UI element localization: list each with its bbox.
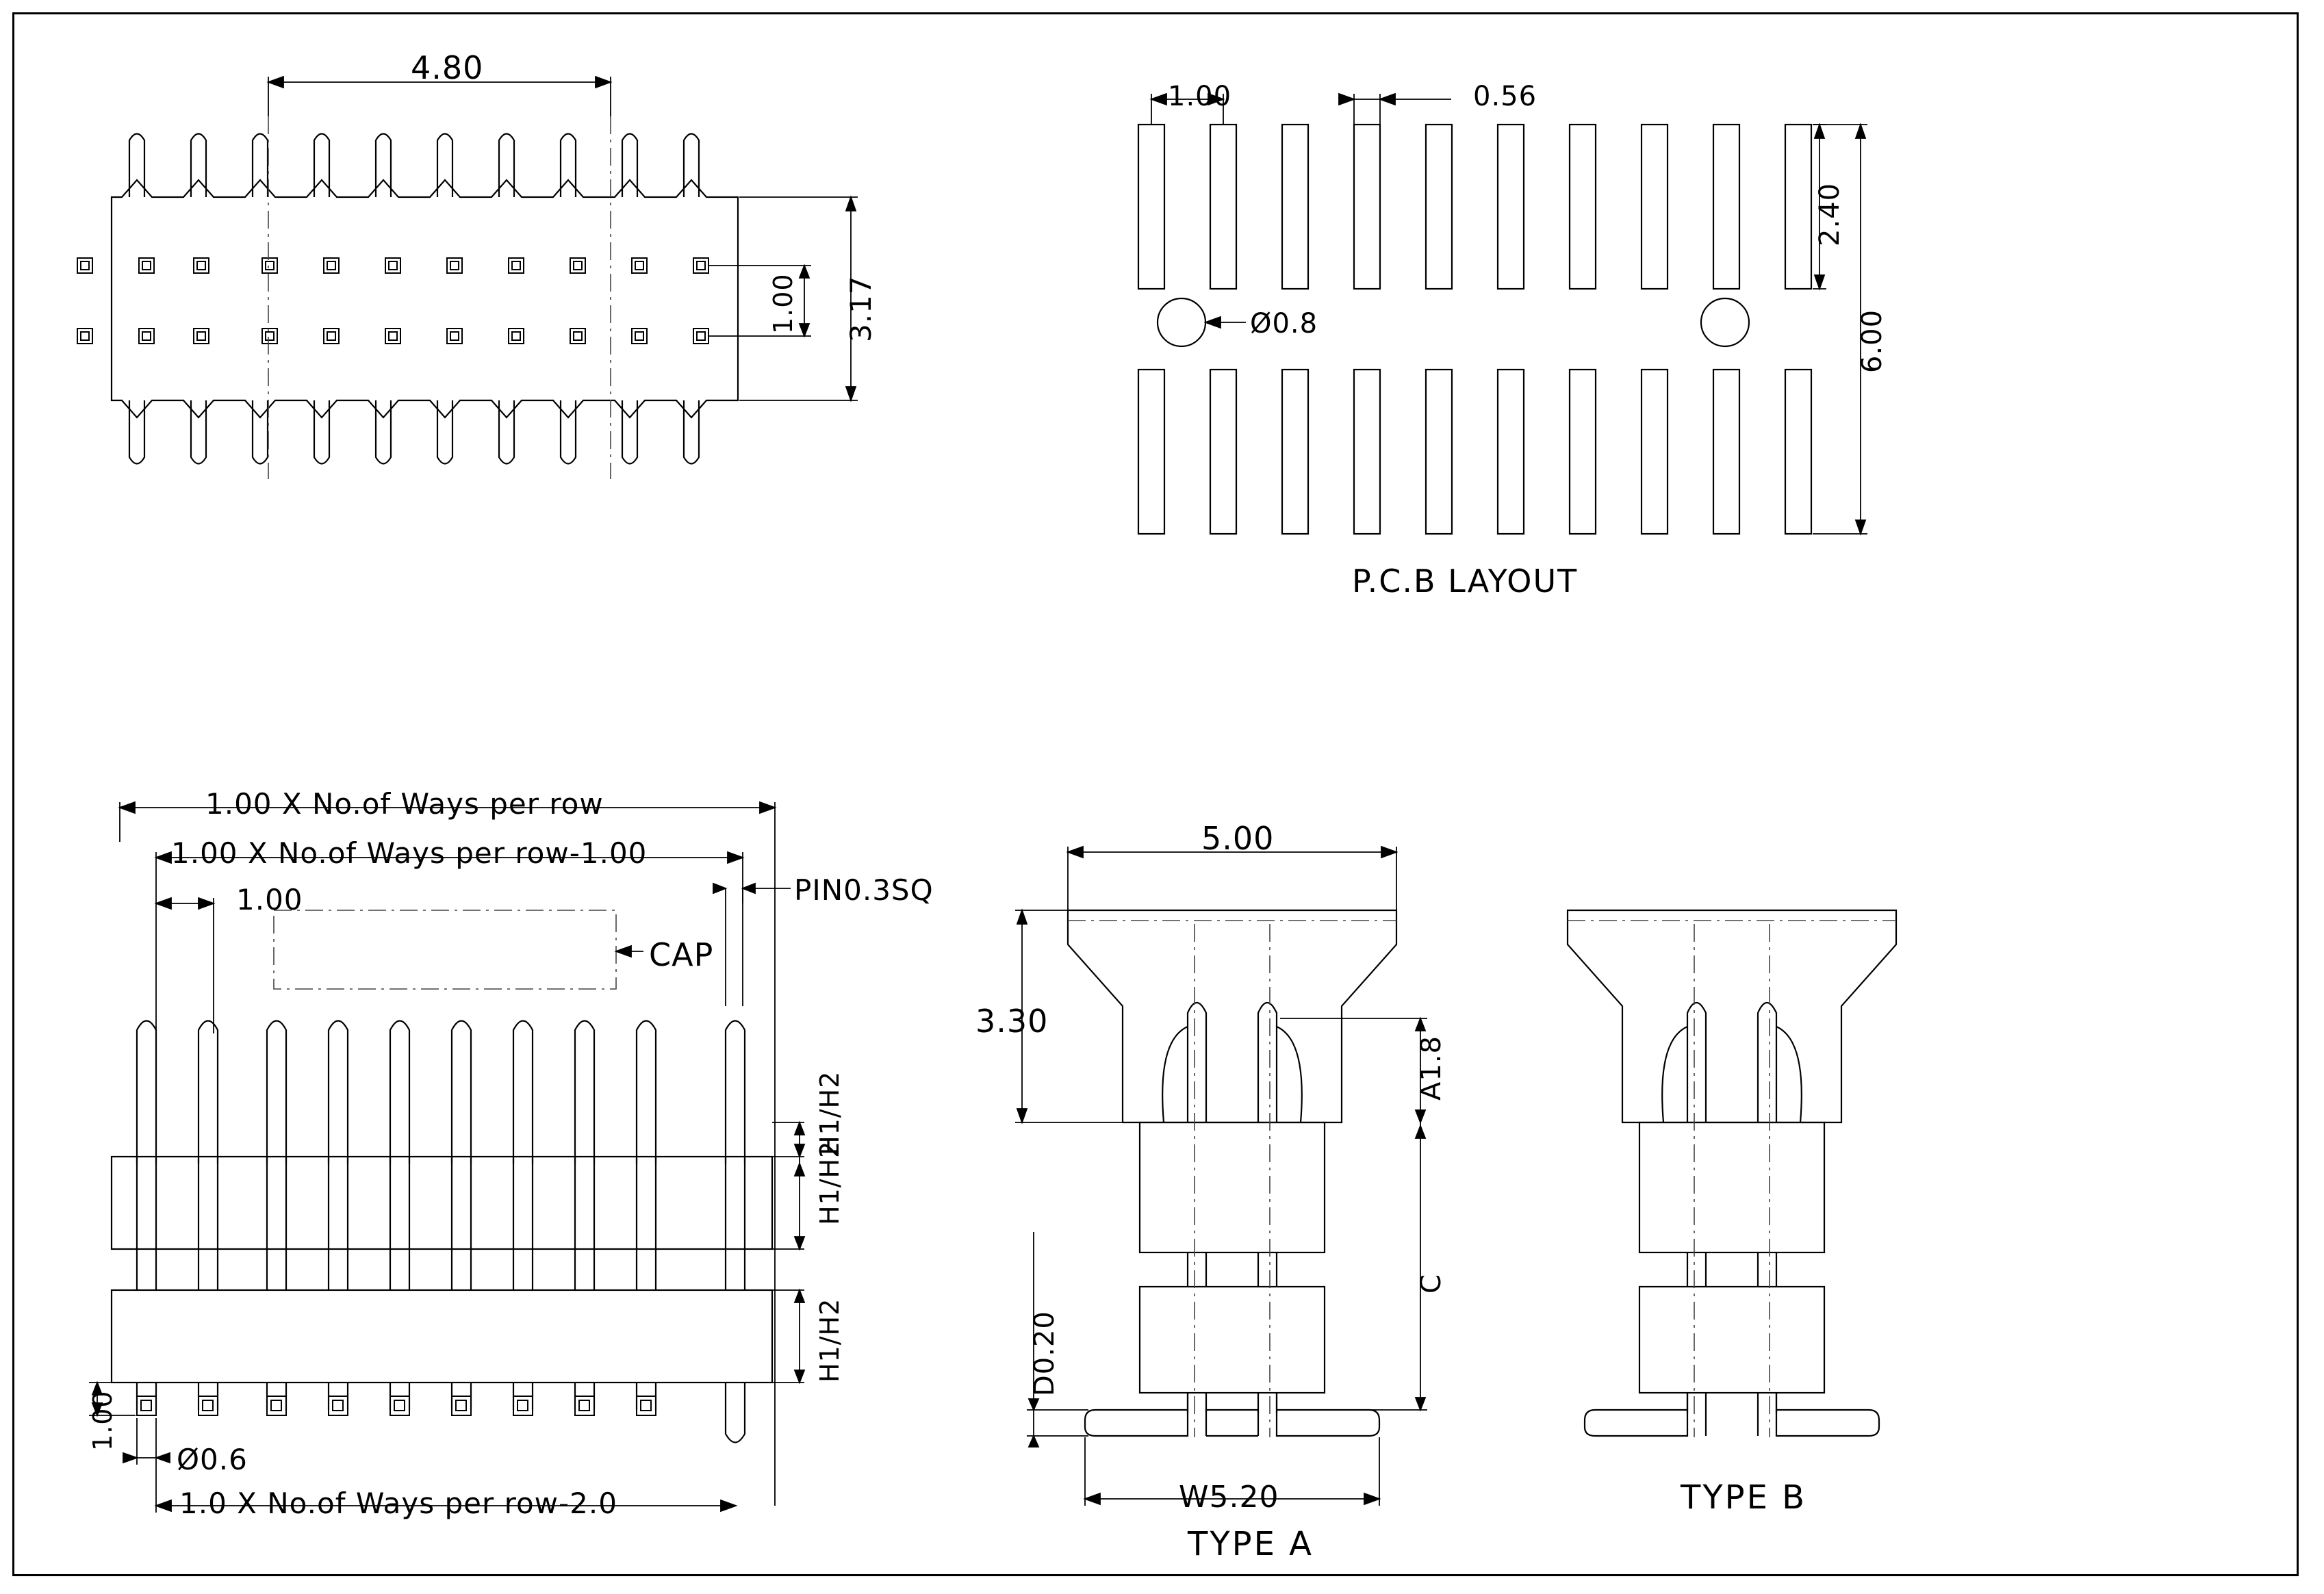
top-view-width-dim: 4.80 (411, 49, 484, 86)
type-a-caption: TYPE A (1188, 1525, 1314, 1563)
front-h1h2-mid: H1/H2 (815, 1070, 845, 1155)
type-a-w-dim: W5.20 (1179, 1480, 1279, 1515)
type-b-caption: TYPE B (1681, 1478, 1807, 1517)
front-h1h2-lower: H1/H2 (815, 1298, 845, 1383)
top-view-height-dim: 3.17 (844, 275, 878, 342)
type-a-d-dim: D0.20 (1029, 1311, 1060, 1396)
pcb-overall-dim: 6.00 (1856, 309, 1888, 373)
pcb-row-gap-dim: 2.40 (1814, 182, 1846, 246)
front-h1h2-upper: H1/H2 (815, 1140, 845, 1225)
front-total-dim: 1.00 X No.of Ways per row (205, 787, 604, 821)
front-pin-dia-dim: Ø0.6 (177, 1443, 248, 1476)
type-a-a-dim: A1.8 (1416, 1036, 1447, 1101)
front-total-minus-dim: 1.00 X No.of Ways per row-1.00 (171, 836, 648, 870)
pcb-pad-width-dim: 0.56 (1473, 81, 1537, 112)
front-bottom-pitch-dim: 1.00 (88, 1390, 118, 1451)
pcb-hole-dim: Ø0.8 (1250, 308, 1318, 339)
front-cap-label: CAP (649, 936, 714, 973)
top-view-pitch-dim: 1.00 (768, 273, 798, 334)
front-bottom-span-dim: 1.0 X No.of Ways per row-2.0 (179, 1487, 617, 1520)
type-a-c-dim: C (1416, 1274, 1447, 1294)
pcb-layout-caption: P.C.B LAYOUT (1352, 563, 1579, 600)
front-pitch-dim: 1.00 (236, 883, 303, 916)
type-a-width-dim: 5.00 (1201, 820, 1275, 857)
pcb-pitch-dim: 1.00 (1168, 81, 1232, 112)
front-pin-label: PIN0.3SQ (794, 873, 934, 907)
type-a-height-dim: 3.30 (975, 1003, 1049, 1040)
